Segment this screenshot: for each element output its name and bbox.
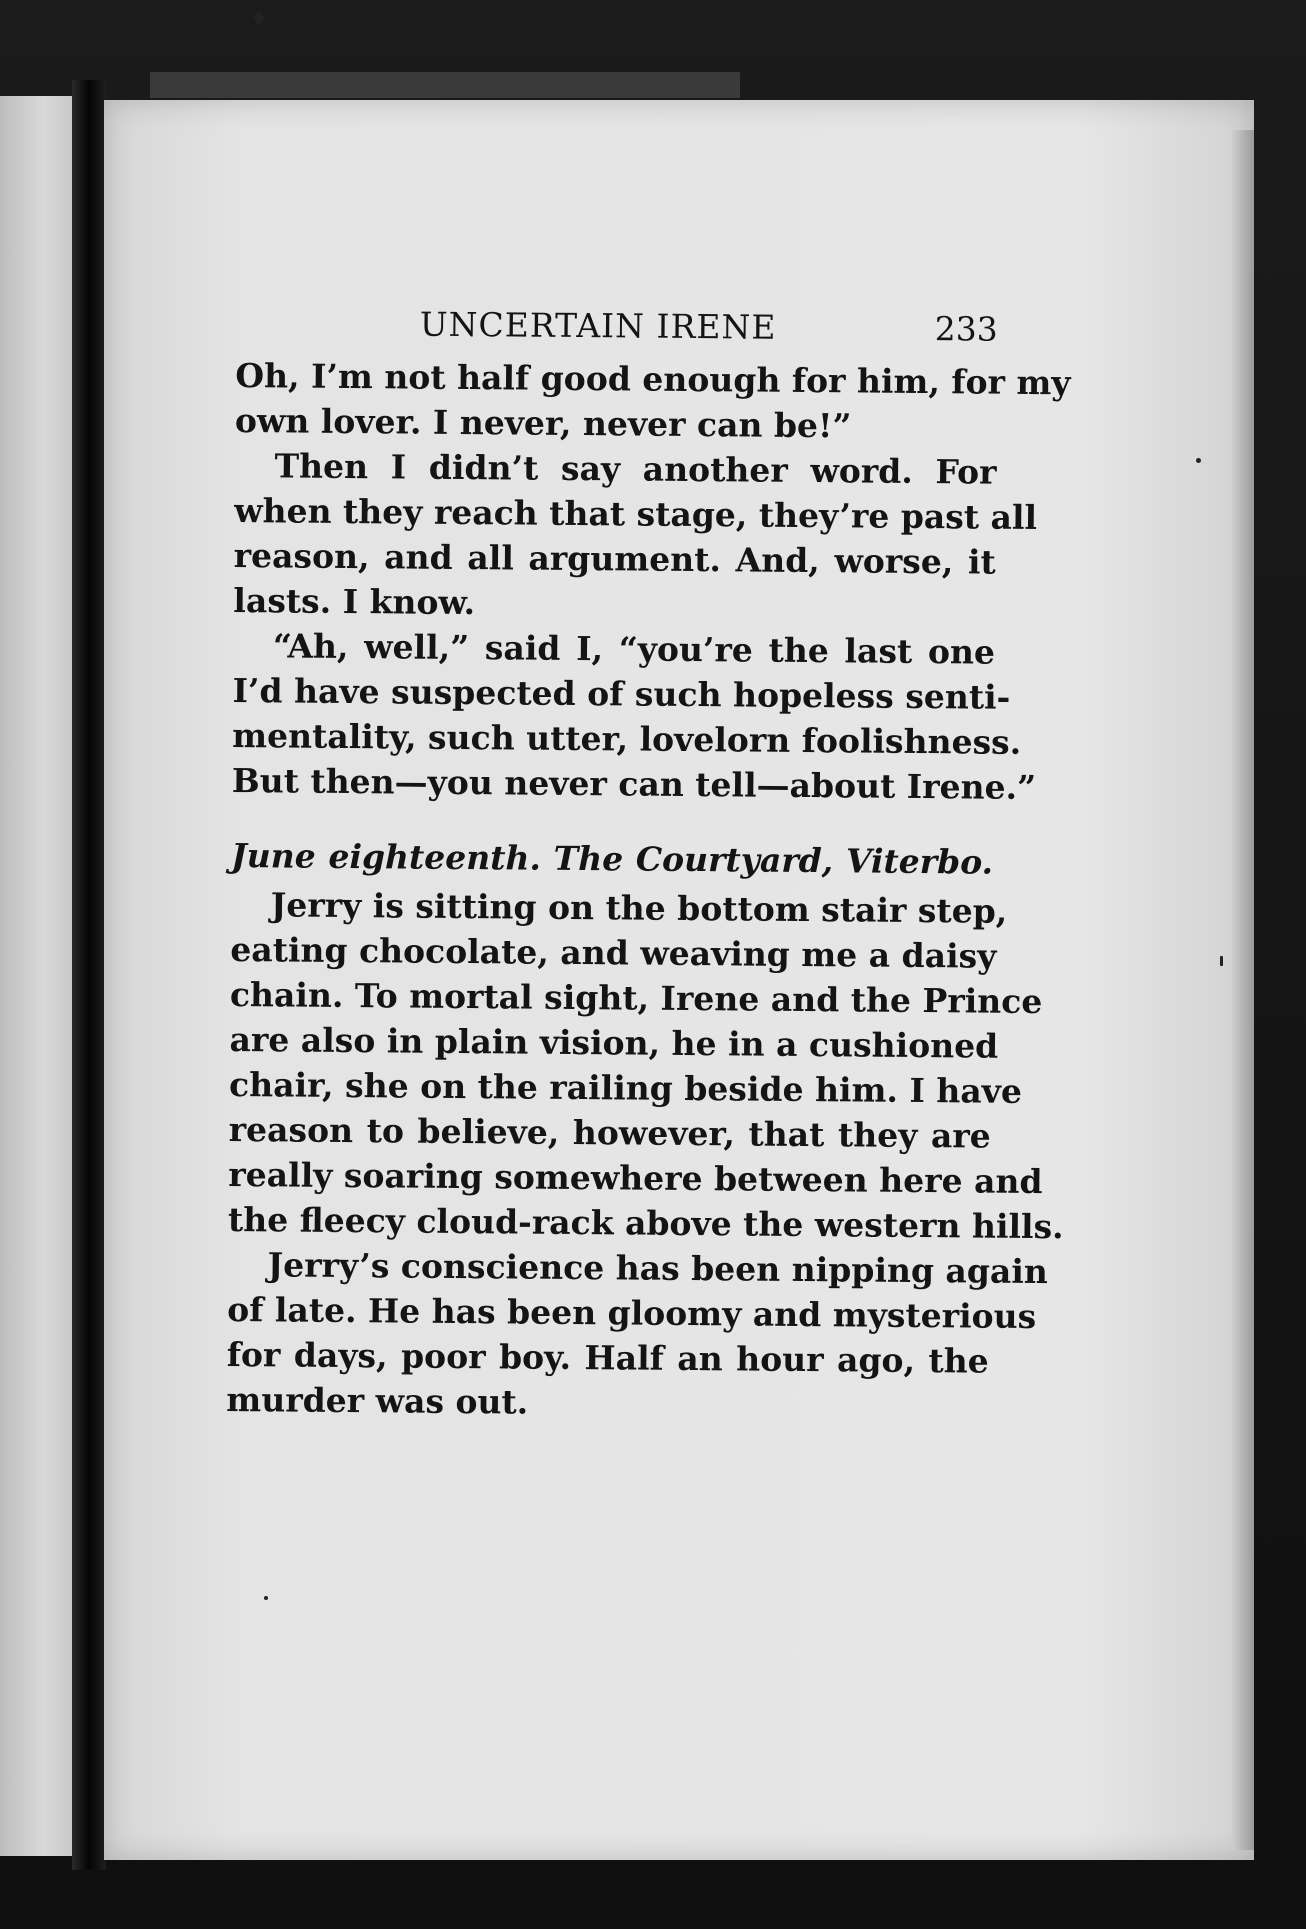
paragraph (226, 1242, 1049, 1429)
running-head-title: UNCERTAIN IRENE (419, 304, 777, 347)
speck-mark (254, 12, 264, 24)
text-line: mentality, such utter, lovelorn foolishness. (232, 715, 1022, 762)
top-page-shadow (150, 72, 740, 98)
paragraph (233, 443, 1038, 630)
speck-mark (1220, 956, 1223, 966)
text-line: the fleecy cloud-rack above the western hills. (227, 1199, 1064, 1247)
text-line: I’d have suspected of such hopeless senti- (232, 670, 1011, 717)
text-line: Jerry is sitting on the bottom stair step, (270, 885, 1008, 931)
running-head (236, 300, 998, 352)
paragraph (227, 882, 1064, 1249)
text-line: Then I didn’t say another word. For (274, 446, 997, 492)
text-line: reason, and all argument. And, worse, it (233, 535, 996, 582)
text-line: chain. To mortal sight, Irene and the Prince (229, 974, 1043, 1022)
page-text (226, 300, 1071, 1429)
text-line: eating chocolate, and weaving me a daisy (230, 929, 997, 976)
text-line: chair, she on the railing beside him. I have (228, 1064, 1023, 1111)
text-line: lasts. I know. (233, 580, 476, 623)
text-line: really soaring somewhere between here and (228, 1154, 1043, 1202)
speck-mark (1196, 458, 1201, 463)
text-line: are also in plain vision, he in a cushioned (229, 1019, 999, 1066)
facing-page-edge (0, 96, 72, 1856)
text-line: for days, poor boy. Half an hour ago, the (226, 1334, 989, 1381)
text-line: murder was out. (226, 1379, 529, 1422)
text-line: Jerry’s conscience has been nipping again (267, 1245, 1049, 1292)
text-line: “Ah, well,” said I, “you’re the last one (272, 626, 996, 672)
text-line: when they reach that stage, they’re past all (233, 490, 1038, 537)
text-line: of late. He has been gloomy and mysterious (227, 1289, 1037, 1337)
page-right-edge (1232, 130, 1254, 1850)
paragraph (234, 353, 1071, 450)
text-line: Oh, I’m not half good enough for him, for my (235, 355, 1071, 403)
diary-entry-heading: June eighteenth. The Courtyard, Viterbo. (230, 835, 994, 882)
text-line: reason to believe, however, that they are (228, 1109, 991, 1156)
page-number: 233 (934, 309, 998, 349)
text-line: own lover. I never, never can be!” (234, 400, 852, 446)
text-line: But then—you never can tell—about Irene.” (231, 760, 1037, 807)
book-binding-gutter (72, 80, 106, 1870)
paragraph (231, 623, 1037, 810)
speck-mark (264, 1596, 268, 1600)
